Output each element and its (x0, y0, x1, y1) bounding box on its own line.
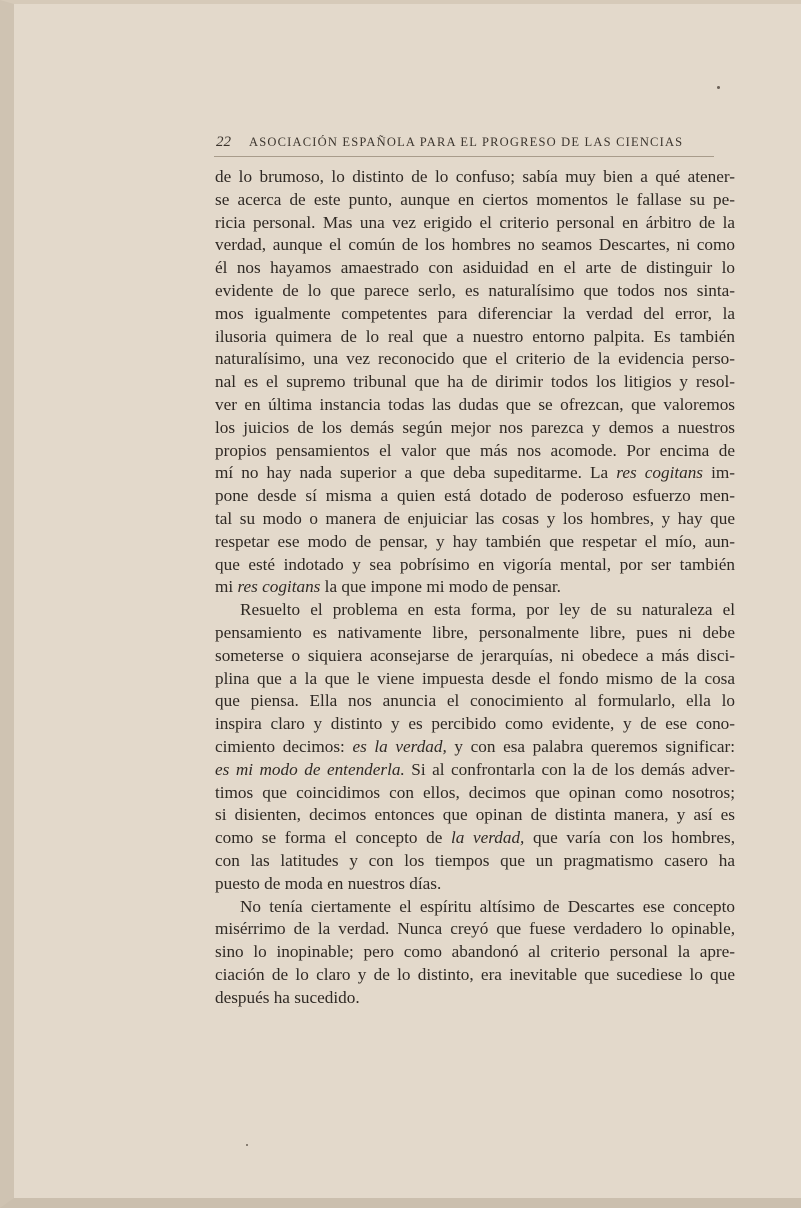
text-line (215, 827, 735, 850)
paper-speck (246, 1144, 248, 1146)
text-run: Si al confrontarla con la de los demás adver- (404, 759, 735, 779)
text-line: propios pensamientos el valor que más nos acomode. Por encima de (215, 440, 735, 460)
running-header (216, 134, 688, 151)
text-line: No tenía ciertamente el espíritu altísimo de Descartes ese concepto (240, 896, 735, 916)
text-line: naturalísimo, una vez reconocido que el criterio de la evidencia perso- (215, 349, 735, 369)
text-run: la que impone mi modo de pensar. (320, 577, 561, 597)
text-run: que varía con los hombres, (524, 828, 735, 848)
text-line: de lo brumoso, lo distinto de lo confuso; sabía muy bien a qué atener- (215, 167, 735, 186)
text-line: nal es el supremo tribunal que ha de dirimir todos los litigios y resol- (215, 372, 735, 392)
text-line: verdad, aunque el común de los hombres no seamos Descartes, ni como (215, 235, 735, 255)
text-run: mí no hay nada superior a que deba supeditarme. La (215, 463, 617, 483)
text-line: los juicios de los demás según mejor nos parezca y demos a nuestros (215, 417, 735, 437)
text-line: misérrimo de la verdad. Nunca creyó que fuese verdadero lo opinable, (215, 919, 735, 939)
text-line: pone desde sí misma a quien está dotado de poderoso esfuerzo men- (215, 486, 735, 506)
text-line: respetar ese modo de pensar, y hay también que respetar el mío, aun- (215, 531, 735, 551)
text-run: como se forma el concepto de (215, 828, 451, 848)
text-run: y con esa palabra queremos significar: (446, 736, 735, 756)
running-title: ASOCIACIÓN ESPAÑOLA PARA EL PROGRESO DE LAS CIENCIAS (249, 135, 684, 149)
text-line: que esté indotado y sea pobrísimo en vigoría mental, por ser también (215, 554, 735, 574)
text-run: mi (215, 577, 238, 597)
italic-run: es la verdad, (352, 736, 447, 756)
text-line: ilusoria quimera de lo real que a nuestro entorno palpita. Es también (215, 326, 735, 346)
text-line: puesto de moda en nuestros días. (215, 873, 442, 893)
text-line: ver en última instancia todas las dudas que se ofrezcan, que valoremos (215, 394, 735, 414)
italic-run: es mi modo de entenderla. (215, 759, 405, 779)
text-line: mos igualmente competentes para diferenciar la verdad del error, la (215, 303, 735, 323)
italic-run: res cogitans (237, 577, 321, 597)
text-line (215, 576, 735, 599)
text-line: tal su modo o manera de enjuiciar las cosas y los hombres, y hay que (215, 508, 735, 528)
italic-run: res cogitans (616, 463, 703, 483)
text-run: im- (703, 463, 735, 483)
text-line (215, 462, 735, 485)
text-line: Resuelto el problema en esta forma, por ley de su naturaleza el (240, 600, 735, 620)
page-number: 22 (216, 134, 231, 150)
header-rule (214, 156, 714, 157)
text-line: con las latitudes y con los tiempos que un pragmatismo casero ha (215, 850, 735, 870)
text-line: él nos hayamos amaestrado con asiduidad en el arte de distinguir lo (215, 258, 735, 278)
text-line (215, 759, 735, 782)
text-line: después ha sucedido. (215, 987, 360, 1007)
italic-run: la verdad, (450, 828, 525, 848)
text-line: se acerca de este punto, aunque en ciertos momentos le fallase su pe- (215, 189, 735, 209)
text-line: evidente de lo que parece serlo, es naturalísimo que todos nos sinta- (215, 280, 735, 300)
text-run: cimiento decimos: (215, 736, 353, 756)
text-line: pensamiento es nativamente libre, personalmente libre, pues ni debe (215, 622, 735, 642)
text-line: que piensa. Ella nos anuncia el conocimiento al formularlo, ella lo (215, 691, 735, 711)
text-line: si disienten, decimos entonces que opinan de distinta manera, y así es (215, 805, 735, 825)
text-line: ricia personal. Mas una vez erigido el criterio personal en árbitro de la (215, 212, 735, 232)
body-text (215, 166, 735, 1009)
text-line: plina que a la que le viene impuesta desde el fondo mismo de la cosa (215, 668, 735, 688)
text-line: someterse o siquiera aconsejarse de jerarquías, ni obedece a más disci- (215, 645, 735, 665)
text-line: timos que coincidimos con ellos, decimos que opinan como nosotros; (215, 782, 735, 802)
text-line: ciación de lo claro y de lo distinto, era inevitable que sucediese lo que (215, 964, 735, 984)
text-line (215, 736, 735, 759)
paper-speck (717, 86, 720, 89)
text-line: inspira claro y distinto y es percibido como evidente, y de ese cono- (215, 714, 735, 734)
text-line: sino lo inopinable; pero como abandonó al criterio personal la apre- (215, 942, 735, 962)
